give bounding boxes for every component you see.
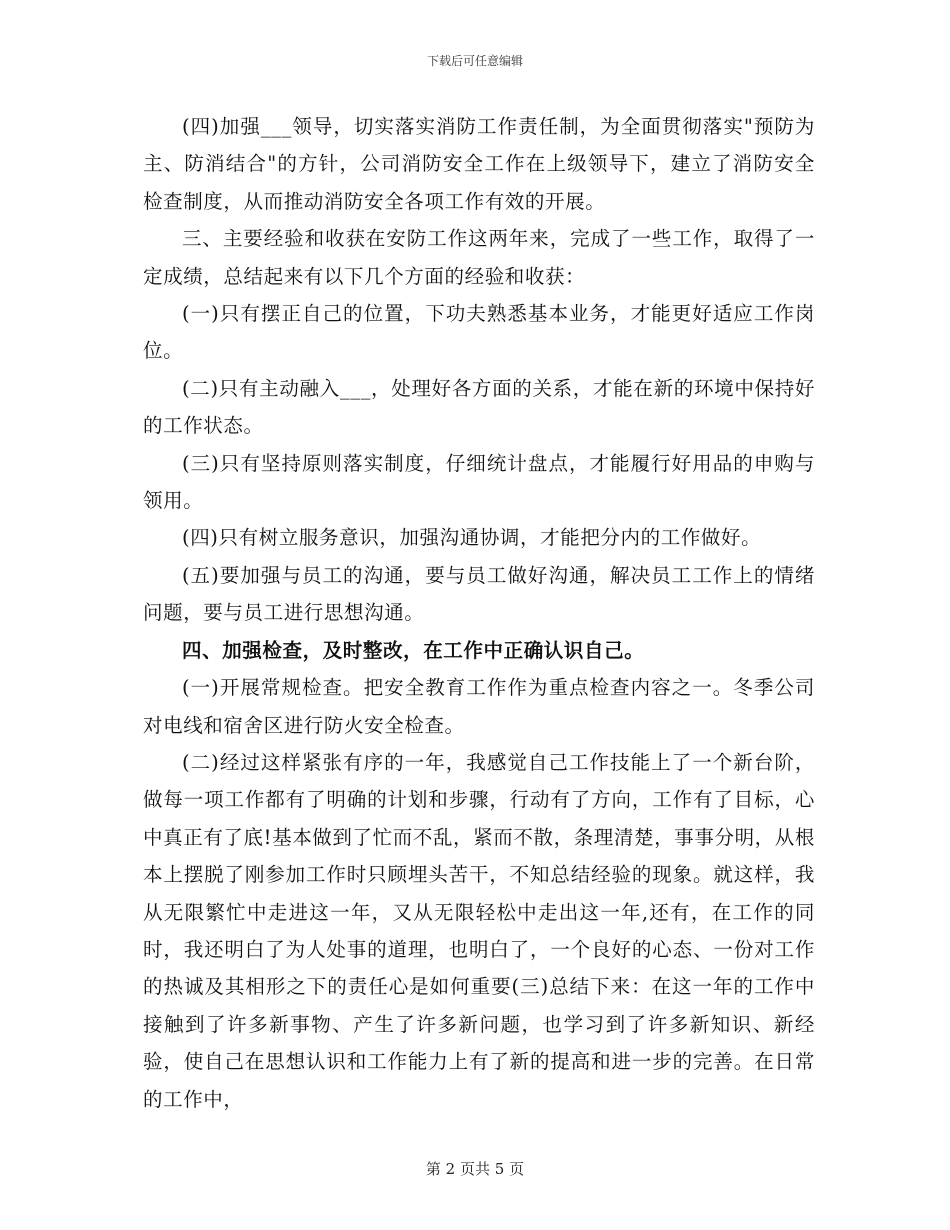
paragraph-item-three-principles: (三)只有坚持原则落实制度，仔细统计盘点，才能履行好用品的申购与领用。 (143, 451, 815, 513)
paragraph-fire-safety-leadership: (四)加强___领导，切实落实消防工作责任制，为全面贯彻落实"预防为主、防消结合"的方针，公司消防安全工作在上级领导下，建立了消防安全检查制度，从而推动消防安全各项工作有效的开展。 (143, 115, 815, 213)
page-header: 下载后可任意编辑 (426, 54, 523, 68)
paragraph-year-summary: (二)经过这样紧张有序的一年，我感觉自己工作技能上了一个新台阶，做每一项工作都有了明确的计划和步骤，行动有了方向，工作有了目标，心中真正有了底!基本做到了忙而不乱，紧而不散，条理清楚，事事分明，从根本上摆脱了刚参加工作时只顾埋头苦干，不知总结经验的现象。就这样，我从无限繁忙中走进这一年，又从无限轻松中走出这一年,还有，在工作的同时，我还明白了为人处事的道理，也明白了，一个良好的心态、一份对工作的热诚及其相形之下的责任心是如何重要(三)总结下来：在这一年的工作中接触到了许多新事物、产生了许多新问题，也学习到了许多新知识、新经验，使自己在思想认识和工作能力上有了新的提高和进一步的完善。在日常的工作中， (143, 750, 815, 1111)
page-footer: 第 2 页共 5 页 (425, 1160, 525, 1178)
document-body (143, 108, 815, 1118)
paragraph-routine-inspection: (一)开展常规检查。把安全教育工作作为重点检查内容之一。冬季公司对电线和宿舍区进行防火安全检查。 (143, 676, 815, 737)
section-heading-four: 四、加强检查，及时整改，在工作中正确认识自己。 (182, 638, 645, 662)
paragraph-item-two-integrate: (二)只有主动融入___，处理好各方面的关系，才能在新的环境中保持好的工作状态。 (143, 376, 815, 438)
paragraph-item-one-position: (一)只有摆正自己的位置，下功夫熟悉基本业务，才能更好适应工作岗位。 (143, 302, 815, 363)
paragraph-item-four-service: (四)只有树立服务意识，加强沟通协调，才能把分内的工作做好。 (182, 526, 762, 550)
paragraph-section-three-experience: 三、主要经验和收获在安防工作这两年来，完成了一些工作，取得了一定成绩，总结起来有以下几个方面的经验和收获： (143, 227, 815, 288)
paragraph-item-five-communication: (五)要加强与员工的沟通，要与员工做好沟通，解决员工工作上的情绪问题，要与员工进行思想沟通。 (143, 563, 815, 625)
